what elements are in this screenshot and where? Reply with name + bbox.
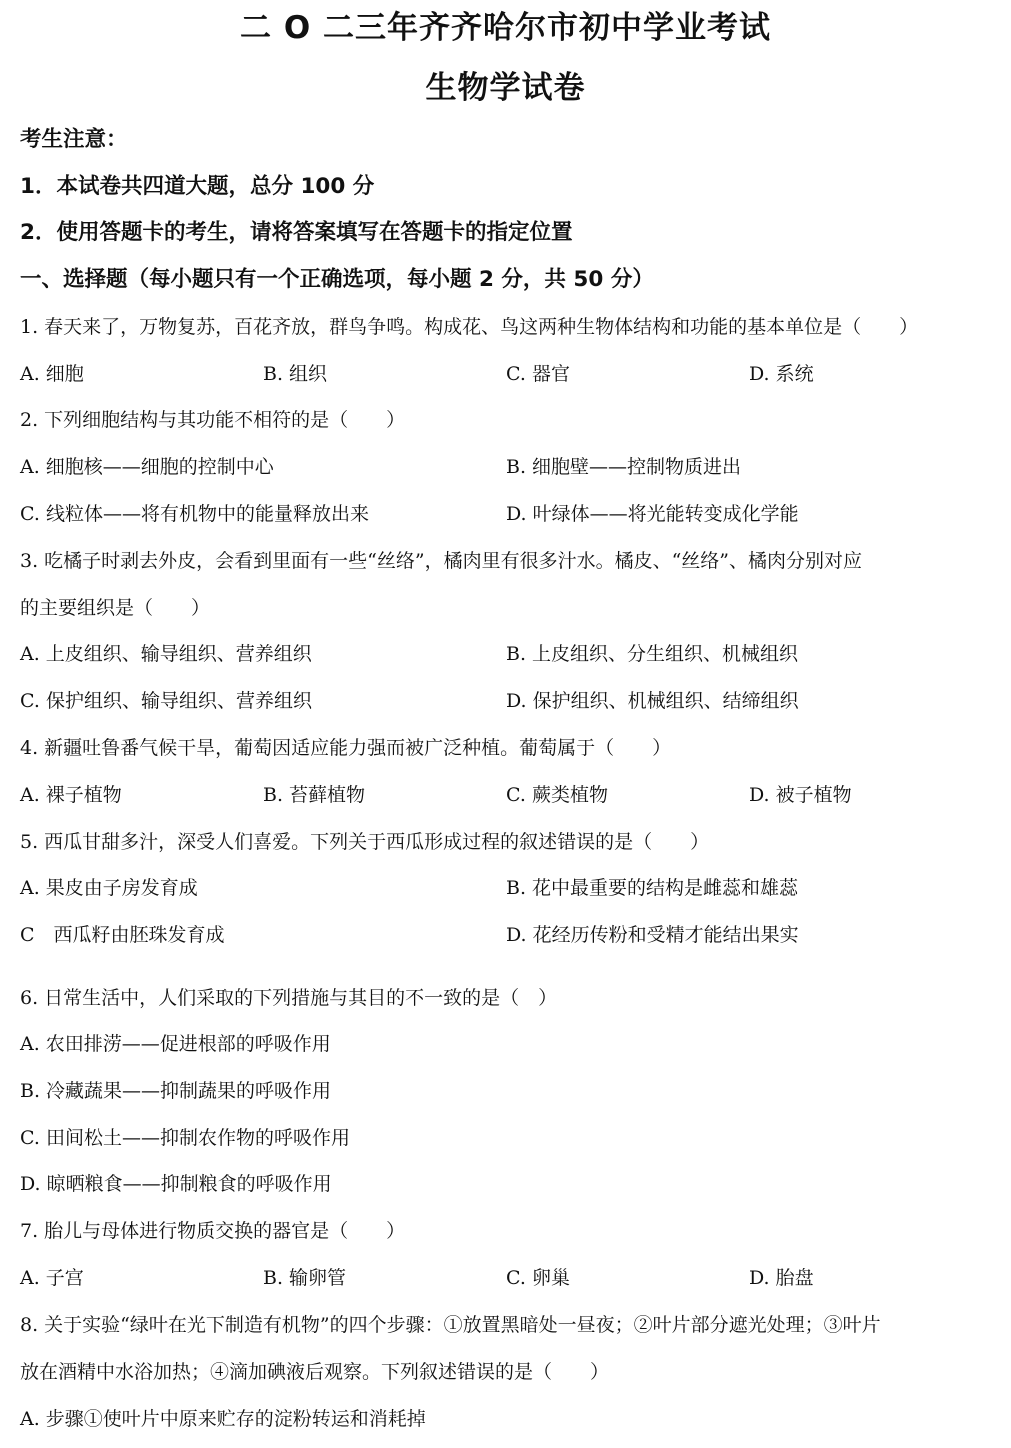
question-1-option-a: A. 细胞 bbox=[20, 363, 84, 385]
notice-item-2: 2．使用答题卡的考生，请将答案填写在答题卡的指定位置 bbox=[20, 220, 573, 245]
question-5-stem: 5. 西瓜甘甜多汁，深受人们喜爱。下列关于西瓜形成过程的叙述错误的是（ ） bbox=[20, 831, 710, 853]
section-heading: 一、选择题（每小题只有一个正确选项，每小题 2 分，共 50 分） bbox=[20, 267, 654, 292]
question-8-option-a: A. 步骤①使叶片中原来贮存的淀粉转运和消耗掉 bbox=[20, 1408, 426, 1430]
question-2-stem: 2. 下列细胞结构与其功能不相符的是（ ） bbox=[20, 409, 406, 431]
question-7-stem: 7. 胎儿与母体进行物质交换的器官是（ ） bbox=[20, 1220, 406, 1242]
question-8-stem-line-2: 放在酒精中水浴加热；④滴加碘液后观察。下列叙述错误的是（ ） bbox=[20, 1361, 610, 1383]
question-2-option-a: A. 细胞核——细胞的控制中心 bbox=[20, 456, 274, 478]
question-3-stem-line-2: 的主要组织是（ ） bbox=[20, 597, 211, 619]
question-4-option-a: A. 裸子植物 bbox=[20, 784, 122, 806]
question-3-option-d: D. 保护组织、机械组织、结缔组织 bbox=[506, 690, 799, 712]
question-3-stem-line-1: 3. 吃橘子时剥去外皮，会看到里面有一些“丝络”，橘肉里有很多汁水。橘皮、“丝络”、橘肉分别对应 bbox=[20, 550, 863, 572]
question-6-option-d: D. 晾晒粮食——抑制粮食的呼吸作用 bbox=[20, 1173, 332, 1195]
question-1-stem: 1. 春天来了，万物复苏，百花齐放，群鸟争鸣。构成花、鸟这两种生物体结构和功能的基本单位是（ ） bbox=[20, 316, 919, 338]
question-6-stem: 6. 日常生活中，人们采取的下列措施与其目的不一致的是（ ） bbox=[20, 987, 558, 1009]
question-7-option-c: C. 卵巢 bbox=[506, 1267, 570, 1289]
question-7-option-d: D. 胎盘 bbox=[749, 1267, 814, 1289]
question-1-option-d: D. 系统 bbox=[749, 363, 814, 385]
question-7-option-a: A. 子宫 bbox=[20, 1267, 84, 1289]
question-4-option-b: B. 苔藓植物 bbox=[263, 784, 366, 806]
question-3-option-b: B. 上皮组织、分生组织、机械组织 bbox=[506, 643, 799, 665]
question-6-option-c: C. 田间松土——抑制农作物的呼吸作用 bbox=[20, 1127, 350, 1149]
question-2-option-c: C. 线粒体——将有机物中的能量释放出来 bbox=[20, 503, 369, 525]
question-5-option-d: D. 花经历传粉和受精才能结出果实 bbox=[506, 924, 799, 946]
exam-subject-title: 生物学试卷 bbox=[425, 70, 586, 106]
question-6-option-b: B. 冷藏蔬果——抑制蔬果的呼吸作用 bbox=[20, 1080, 332, 1102]
question-8-stem-line-1: 8. 关于实验“绿叶在光下制造有机物”的四个步骤：①放置黑暗处一昼夜；②叶片部分遮光处理；③叶片 bbox=[20, 1314, 881, 1336]
question-5-option-b: B. 花中最重要的结构是雌蕊和雄蕊 bbox=[506, 877, 799, 899]
question-2-option-d: D. 叶绿体——将光能转变成化学能 bbox=[506, 503, 799, 525]
exam-title: 二 O 二三年齐齐哈尔市初中学业考试 bbox=[240, 10, 771, 46]
question-5-option-c: C 西瓜籽由胚珠发育成 bbox=[20, 924, 225, 946]
question-4-stem: 4. 新疆吐鲁番气候干旱，葡萄因适应能力强而被广泛种植。葡萄属于（ ） bbox=[20, 737, 672, 759]
question-6-option-a: A. 农田排涝——促进根部的呼吸作用 bbox=[20, 1033, 331, 1055]
notice-item-1: 1．本试卷共四道大题，总分 100 分 bbox=[20, 174, 375, 199]
question-3-option-c: C. 保护组织、输导组织、营养组织 bbox=[20, 690, 312, 712]
question-2-option-b: B. 细胞壁——控制物质进出 bbox=[506, 456, 742, 478]
question-3-option-a: A. 上皮组织、输导组织、营养组织 bbox=[20, 643, 312, 665]
question-7-option-b: B. 输卵管 bbox=[263, 1267, 347, 1289]
question-5-option-a: A. 果皮由子房发育成 bbox=[20, 877, 198, 899]
question-1-option-c: C. 器官 bbox=[506, 363, 570, 385]
question-1-option-b: B. 组织 bbox=[263, 363, 328, 385]
notice-heading: 考生注意： bbox=[20, 127, 128, 152]
question-4-option-c: C. 蕨类植物 bbox=[506, 784, 608, 806]
question-4-option-d: D. 被子植物 bbox=[749, 784, 852, 806]
